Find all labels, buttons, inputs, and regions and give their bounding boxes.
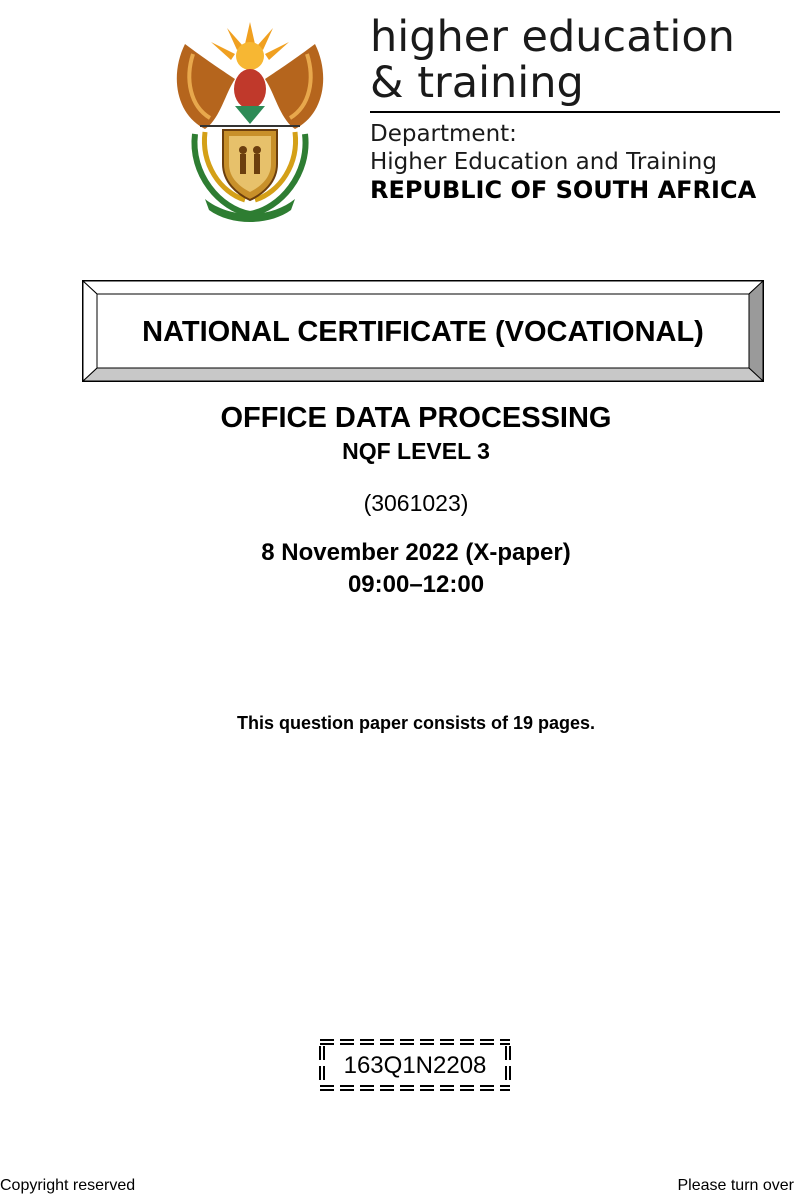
nqf-level: NQF LEVEL 3: [342, 438, 490, 464]
department-label: Department:: [370, 121, 517, 147]
country-name: REPUBLIC OF SOUTH AFRICA: [370, 176, 757, 204]
exam-date: 8 November 2022 (X-paper): [261, 539, 571, 566]
coat-of-arms-icon: [165, 14, 335, 224]
subject-title: OFFICE DATA PROCESSING: [220, 402, 612, 434]
paper-code: 163Q1N2208: [343, 1052, 487, 1079]
dept-title-line-1: higher education: [370, 12, 735, 62]
footer-copyright: Copyright reserved: [0, 1177, 136, 1194]
coat-of-arms-logo: [165, 14, 335, 224]
header-divider: [370, 111, 780, 113]
exam-time: 09:00–12:00: [347, 571, 485, 598]
subject-code: (3061023): [363, 490, 469, 516]
page-count-note: This question paper consists of 19 pages.: [236, 713, 596, 733]
department-name: Higher Education and Training: [370, 149, 717, 175]
footer-turn-over: Please turn over: [677, 1177, 794, 1194]
certificate-title: NATIONAL CERTIFICATE (VOCATIONAL): [142, 316, 704, 348]
dept-title-line-2: & training: [370, 58, 584, 108]
